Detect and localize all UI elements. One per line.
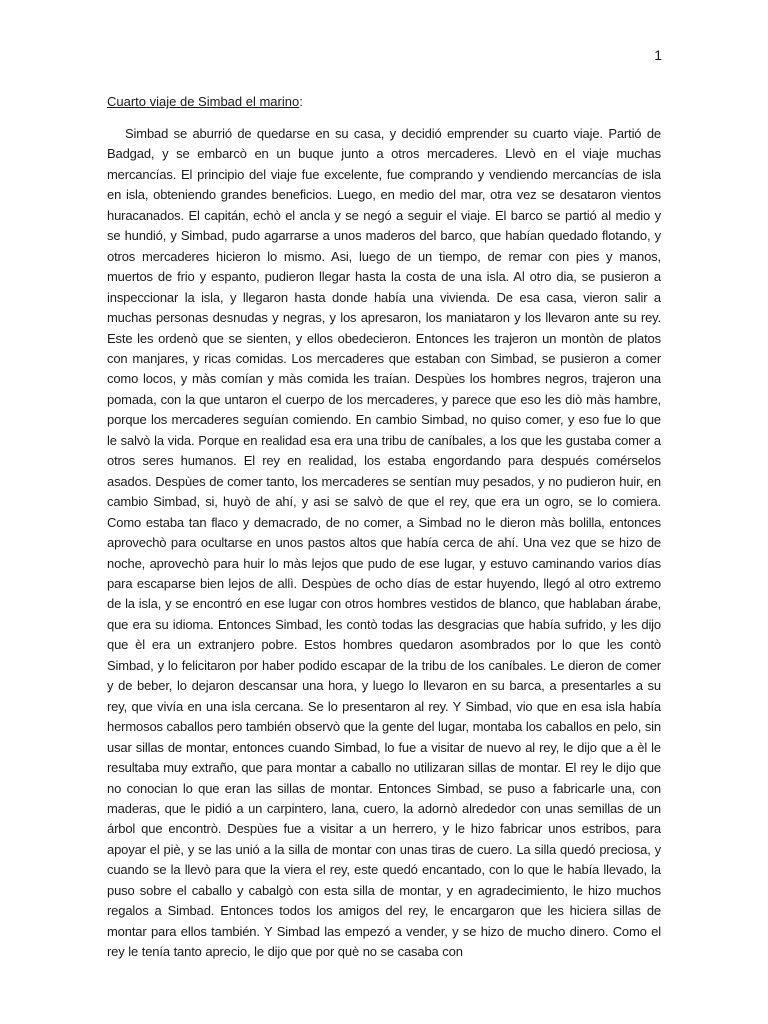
document-title <box>107 94 303 110</box>
body-paragraph: Simbad se aburrió de quedarse en su casa, y decidió emprender su cuarto viaje. Partió de Badgad, y se embarcò en un buque junto a otros mercaderes. Llevò en el viaje muchas mercancías. El principio del viaje fue excelente, fue comprando y vendiendo mercancías de isla en isla, obteniendo grandes beneficios. Luego, en medio del mar, otra vez se desataron vientos huracanados. El capitán, echò el ancla y se negó a seguir el viaje. El barco se partió al medio y se hundió, y Simbad, pudo agarrarse a unos maderos del barco, que habían quedado flotando, y otros mercaderes hicieron lo mismo. Asi, luego de un tiempo, de remar con pies y manos, muertos de frio y espanto, pudieron llegar hasta la costa de una isla. Al otro dia, se pusieron a inspeccionar la isla, y llegaron hasta donde había una vivienda. De esa casa, vieron salir a muchas personas desnudas y negras, y los apresaron, los maniataron y los llevaron ante su rey. Este les ordenò que se sienten, y ellos obedecieron. Entonces les trajeron un montòn de platos con manjares, y ricas comidas. Los mercaderes que estaban con Simbad, se pusieron a comer como locos, y màs comían y màs comida les traían. Despùes los hombres negros, trajeron una pomada, con la que untaron el cuerpo de los mercaderes, y parece que eso les diò màs hambre, porque los mercaderes seguían comiendo. En cambio Simbad, no quiso comer, y eso fue lo que le salvò la vida. Porque en realidad esa era una tribu de caníbales, a los que les gustaba comer a otros seres humanos. El rey en realidad, los estaba engordando para después comérselos asados. Despùes de comer tanto, los mercaderes se sentían muy pesados, y no pudieron huir, en cambio Simbad, si, huyò de ahí, y asi se salvò de que el rey, que era un ogro, se lo comiera. Como estaba tan flaco y demacrado, de no comer, a Simbad no le dieron màs bolilla, entonces aprovechò para ocultarse en unos pastos altos que había cerca de ahí. Una vez que se hizo de noche, aprovechò para huir lo màs lejos que pudo de ese lugar, y estuvo caminando varios días para escaparse bien lejos de allì. Despùes de ocho días de estar huyendo, llegó al otro extremo de la isla, y se encontró en ese lugar con otros hombres vestidos de blanco, que hablaban árabe, que era su idioma. Entonces Simbad, les contò todas las desgracias que había sufrido, y les dijo que èl era un extranjero pobre. Estos hombres quedaron asombrados por lo que les contò Simbad, y lo felicitaron por haber podido escapar de la tribu de los caníbales. Le dieron de comer y de beber, lo dejaron descansar una hora, y luego lo llevaron en su barca, a presentarles a su rey, que vivía en una isla cercana. Se lo presentaron al rey. Y Simbad, vio que en esa isla había hermosos caballos pero también observò que la gente del lugar, montaba los caballos en pelo, sin usar sillas de montar, entonces cuando Simbad, lo fue a visitar de nuevo al rey, le dijo que a èl le resultaba muy extraño, que para montar a caballo no utilizaran sillas de montar. El rey le dijo que no conocian lo que eran las sillas de montar. Entonces Simbad, se puso a fabricarle una, con maderas, que le pidió a un carpintero, lana, cuero, la adornò alrededor con unas semillas de un árbol que encontrò. Despùes fue a visitar a un herrero, y le hizo fabricar unos estribos, para apoyar el piè, y se las unió a la silla de montar con unas tiras de cuero. La silla quedó preciosa, y cuando se la llevò para que la viera el rey, este quedó encantado, con lo que le había llevado, la puso sobre el caballo y cabalgò con esta silla de montar, y en agradecimiento, le hizo muchos regalos a Simbad. Entonces todos los amigos del rey, le encargaron que les hiciera sillas de montar para ellos también. Y Simbad las empezó a vender, y se hizo de mucho dinero. Como el rey le tenía tanto aprecio, le dijo que por què no se casaba con <box>107 126 661 960</box>
page-number: 1 <box>654 47 662 63</box>
document-title-text: Cuarto viaje de Simbad el marino <box>107 94 300 109</box>
document-title-colon: : <box>299 94 303 109</box>
